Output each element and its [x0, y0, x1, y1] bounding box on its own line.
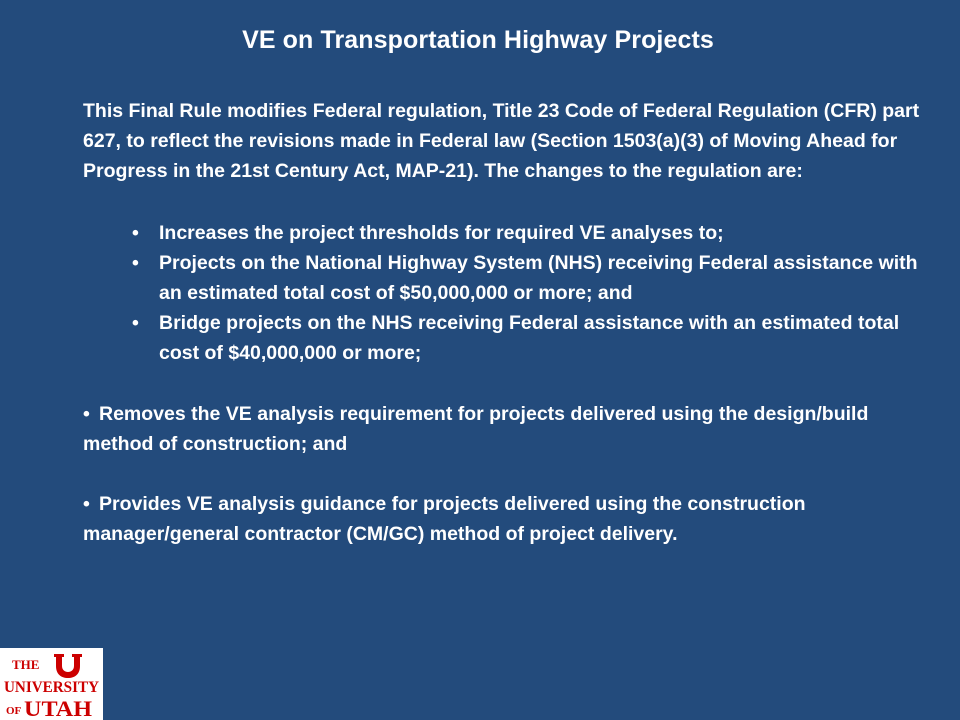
list-item-text: Provides VE analysis guidance for projects delivered using the construction manager/general contractor (CM/GC) method of project delivery. [83, 493, 806, 545]
bullet-icon: • [83, 403, 90, 425]
bullet-icon: • [83, 493, 90, 515]
list-item-text: Removes the VE analysis requirement for projects delivered using the design/build method of construction; and [83, 403, 869, 455]
university-logo-icon [0, 648, 103, 720]
logo-text-the: THE [12, 657, 40, 672]
slide-title: VE on Transportation Highway Projects [242, 26, 714, 54]
bullet-icon: • [132, 312, 139, 334]
logo-text-utah: UTAH [24, 696, 92, 720]
list-item [83, 399, 933, 459]
list-item-text: Bridge projects on the NHS receiving Federal assistance with an estimated total cost of $40,000,000 or more; [159, 312, 900, 364]
logo-text-of: OF [6, 705, 22, 717]
bullet-icon: • [132, 252, 139, 274]
list-item-text: Projects on the National Highway System (NHS) receiving Federal assistance with an estimated total cost of $50,000,000 or more; and [159, 252, 918, 304]
list-item-text: Increases the project thresholds for required VE analyses to; [159, 222, 724, 244]
list-item [83, 218, 933, 248]
logo-text-university: UNIVERSITY [4, 679, 100, 696]
threshold-list [83, 218, 933, 368]
list-item [83, 489, 933, 549]
bullet-icon: • [132, 222, 139, 244]
block-u-icon [54, 654, 82, 678]
list-item [83, 308, 933, 368]
list-item [83, 248, 933, 308]
university-of-utah-logo [0, 648, 103, 720]
slide-body [83, 96, 933, 549]
intro-paragraph: This Final Rule modifies Federal regulation, Title 23 Code of Federal Regulation (CFR) part 627, to reflect the revisions made in Federal law (Section 1503(a)(3) of Moving Ahead for Progress in the 21st Century Act, MAP-21). The changes to the regulation are: [83, 100, 920, 182]
